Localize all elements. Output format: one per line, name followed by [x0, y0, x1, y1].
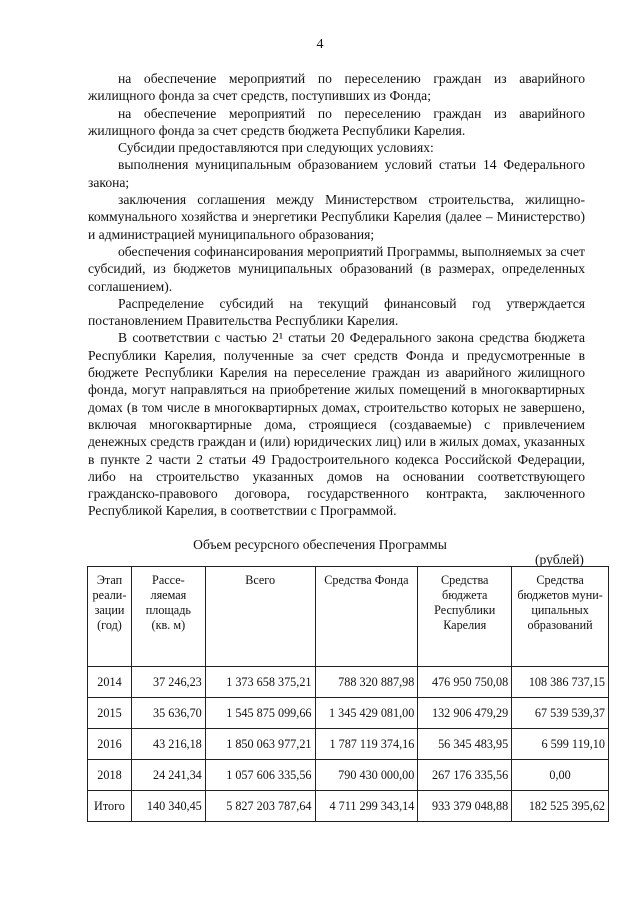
cell-total-label: Итого: [88, 791, 132, 822]
cell-municipal: 0,00: [512, 760, 609, 791]
cell-republic: 933 379 048,88: [418, 791, 512, 822]
table-unit: (рублей): [535, 552, 584, 567]
cell-year: 2014: [88, 667, 132, 698]
cell-fund: 788 320 887,98: [315, 667, 418, 698]
paragraph: на обеспечение мероприятий по переселению граждан из аварийного жилищного фонда за счет средств бюджета Республики Карелия.: [88, 105, 585, 138]
cell-total: 1 057 606 335,56: [205, 760, 315, 791]
table-row: [88, 729, 609, 760]
cell-municipal: 108 386 737,15: [512, 667, 609, 698]
cell-area: 37 246,23: [131, 667, 205, 698]
table-row: [88, 667, 609, 698]
cell-municipal: 6 599 119,10: [512, 729, 609, 760]
paragraph: на обеспечение мероприятий по переселению граждан из аварийного жилищного фонда за счет средств, поступивших из Фонда;: [88, 71, 585, 104]
table-header-row: [88, 567, 609, 667]
cell-fund: 1 787 119 374,16: [315, 729, 418, 760]
cell-fund: 790 430 000,00: [315, 760, 418, 791]
header-fund: Средства Фонда: [315, 567, 418, 667]
cell-year: 2018: [88, 760, 132, 791]
paragraph: Распределение субсидий на текущий финансовый год утверждается постановлением Правительства Республики Карелия.: [88, 295, 585, 329]
header-area: Рассе-ляемая площадь (кв. м): [131, 567, 205, 667]
cell-total: 5 827 203 787,64: [205, 791, 315, 822]
table-row: [88, 698, 609, 729]
cell-total: 1 373 658 375,21: [205, 667, 315, 698]
paragraph: выполнения муниципальным образованием условий статьи 14 Федерального закона;: [88, 157, 585, 190]
header-republic-budget: Средства бюджета Республики Карелия: [418, 567, 512, 667]
table-title: Объем ресурсного обеспечения Программы: [193, 537, 447, 552]
cell-total: 1 545 875 099,66: [205, 698, 315, 729]
table-row: [88, 760, 609, 791]
cell-total: 1 850 063 977,21: [205, 729, 315, 760]
cell-fund: 1 345 429 081,00: [315, 698, 418, 729]
paragraph: В соответствии с частью 2¹ статьи 20 Федерального закона средства бюджета Республики Карелия, полученные за счет средств Фонда и предусмотренные в бюджете Республики Карелия на переселение граждан из аварийного жилищного фонда, могут направляться на приобретение жилых помещений в многоквартирных домах (в том числе в многоквартирных домах, строительство которых не завершено, включая многоквартирные дома, строящиеся (создаваемые) с привлечением денежных средств граждан и (или) юридических лиц) или в жилых домах, указанных в пункте 2 части 2 статьи 49 Градостроительного кодекса Российской Федерации, либо на строительство указанных домов на основании соответствующего гражданско-правового договора, государственного контракта, заключенного Республикой Карелия, в соответствии с Программой.: [88, 330, 585, 519]
cell-republic: 476 950 750,08: [418, 667, 512, 698]
page-number: 4: [316, 37, 324, 52]
header-total: Всего: [205, 567, 315, 667]
cell-area: 24 241,34: [131, 760, 205, 791]
paragraph: заключения соглашения между Министерством строительства, жилищно-коммунального хозяйства и энергетики Республики Карелия (далее – Министерство) и администрацией муниципального образования;: [88, 192, 585, 242]
cell-municipal: 67 539 539,37: [512, 698, 609, 729]
cell-fund: 4 711 299 343,14: [315, 791, 418, 822]
cell-republic: 132 906 479,29: [418, 698, 512, 729]
cell-year: 2015: [88, 698, 132, 729]
paragraph: Субсидии предоставляются при следующих условиях:: [118, 140, 434, 156]
resource-table: [87, 566, 609, 822]
cell-year: 2016: [88, 729, 132, 760]
header-municipal-budgets: Средства бюджетов муни-ципальных образований: [512, 567, 609, 667]
cell-municipal: 182 525 395,62: [512, 791, 609, 822]
paragraph: обеспечения софинансирования мероприятий Программы, выполняемых за счет субсидий, из бюджетов муниципальных образований (в размерах, определенных соглашением).: [88, 243, 585, 294]
cell-republic: 267 176 335,56: [418, 760, 512, 791]
cell-area: 43 216,18: [131, 729, 205, 760]
cell-area: 35 636,70: [131, 698, 205, 729]
body-text: [88, 70, 585, 520]
table-total-row: [88, 791, 609, 822]
header-stage: Этап реали-зации (год): [88, 567, 132, 667]
cell-area: 140 340,45: [131, 791, 205, 822]
cell-republic: 56 345 483,95: [418, 729, 512, 760]
